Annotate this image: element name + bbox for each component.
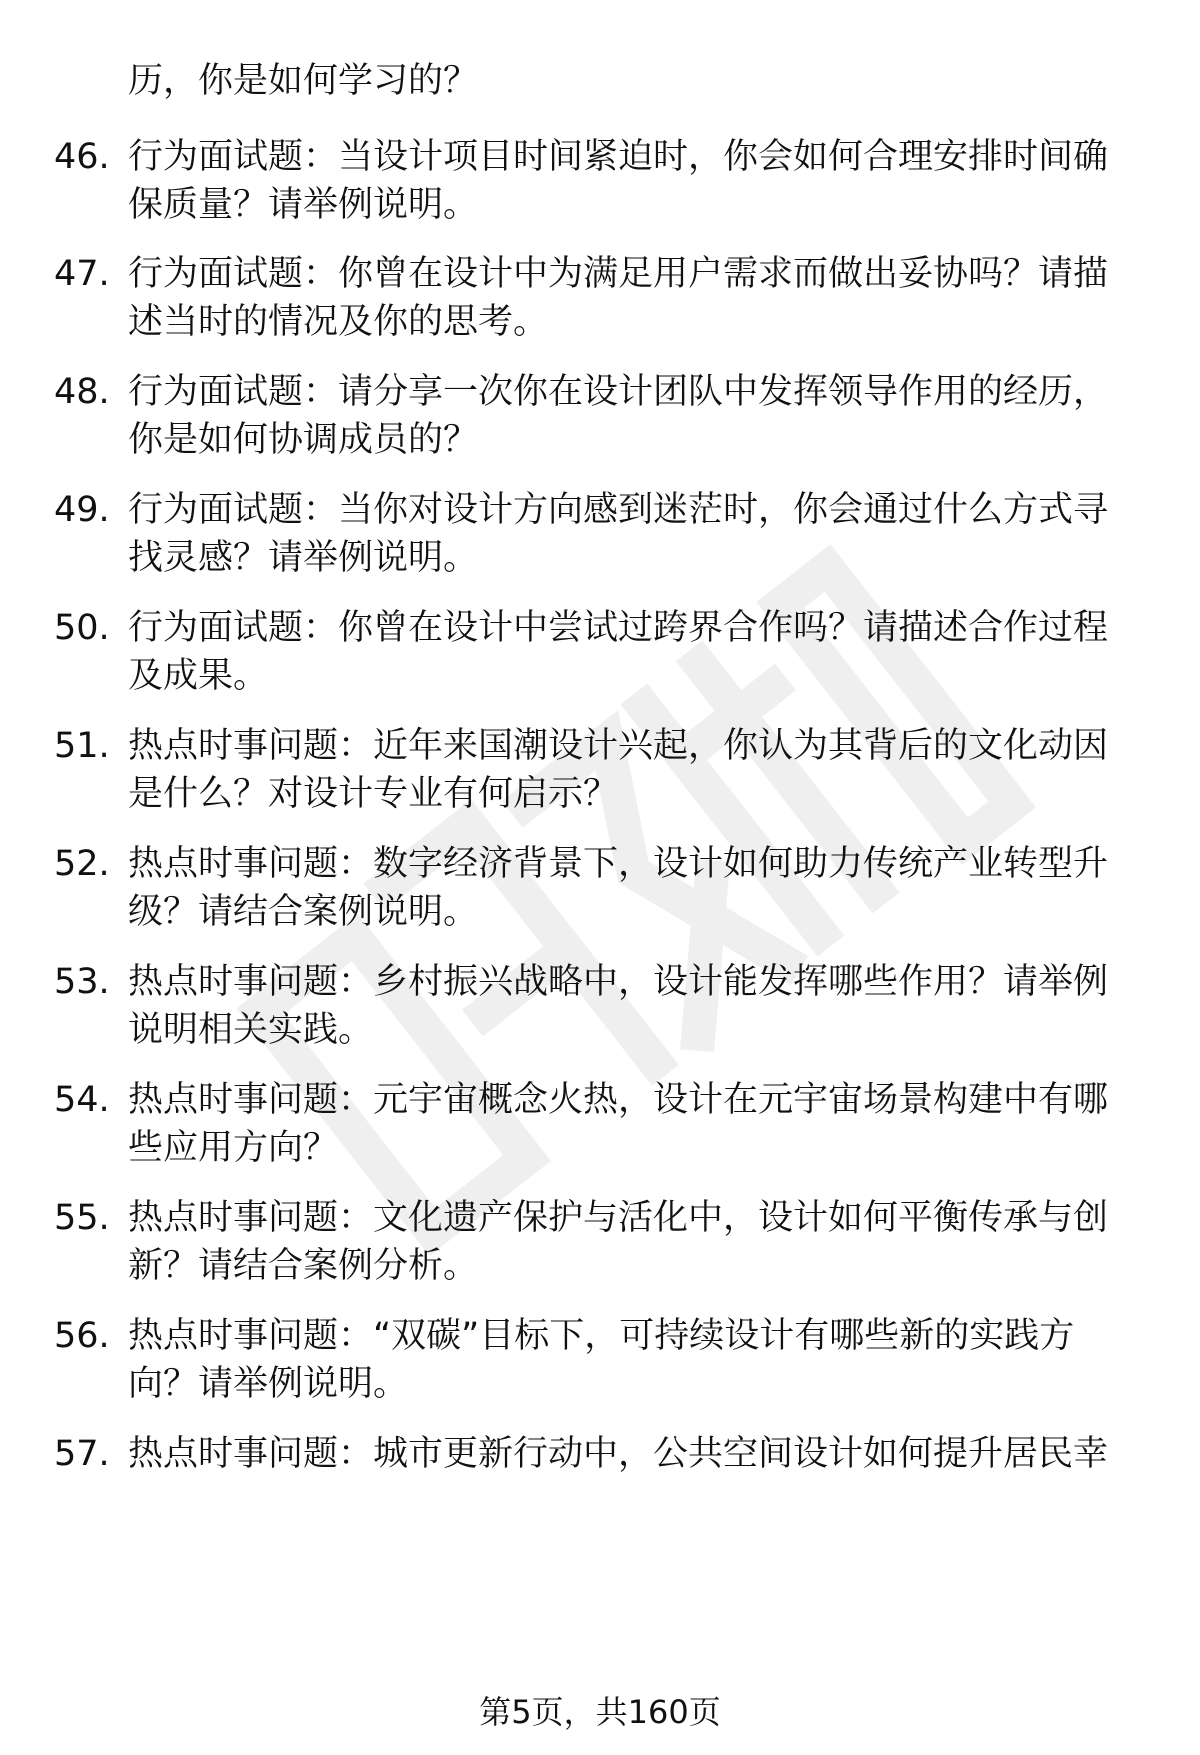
list-item bbox=[0, 1193, 1200, 1293]
question-number: 54. bbox=[54, 1080, 110, 1120]
list-item bbox=[0, 957, 1200, 1057]
question-text-line: 述当时的情况及你的思考。 bbox=[128, 302, 549, 342]
list-item bbox=[0, 367, 1200, 467]
question-text-line: 行为面试题：你曾在设计中尝试过跨界合作吗？请描述合作过程 bbox=[128, 608, 1109, 648]
question-number: 47. bbox=[54, 254, 110, 294]
question-text-line: 及成果。 bbox=[128, 656, 269, 696]
list-item bbox=[0, 132, 1200, 232]
list-item bbox=[0, 721, 1200, 821]
list-item bbox=[0, 249, 1200, 349]
question-number: 49. bbox=[54, 490, 110, 530]
question-number: 50. bbox=[54, 608, 110, 648]
question-text-line: 行为面试题：当你对设计方向感到迷茫时，你会通过什么方式寻 bbox=[128, 490, 1109, 530]
question-text-line: 保质量？请举例说明。 bbox=[128, 185, 479, 225]
question-text-line: 行为面试题：当设计项目时间紧迫时，你会如何合理安排时间确 bbox=[128, 137, 1109, 177]
question-text-line: 热点时事问题：近年来国潮设计兴起，你认为其背后的文化动因 bbox=[128, 726, 1109, 766]
question-text-line: 向？请举例说明。 bbox=[128, 1364, 409, 1404]
question-number: 52. bbox=[54, 844, 110, 884]
question-text-line: 说明相关实践。 bbox=[128, 1010, 374, 1050]
question-text-line: 你是如何协调成员的？ bbox=[128, 420, 479, 460]
list-item bbox=[0, 1075, 1200, 1175]
question-text-line: 热点时事问题：乡村振兴战略中，设计能发挥哪些作用？请举例 bbox=[128, 962, 1109, 1002]
question-number: 57. bbox=[54, 1434, 110, 1474]
continuation-text: 历，你是如何学习的？ bbox=[128, 61, 479, 101]
list-item bbox=[0, 485, 1200, 585]
page-footer: 第5页，共160页 bbox=[479, 1693, 721, 1731]
question-number: 55. bbox=[54, 1198, 110, 1238]
question-text-line: 热点时事问题：“双碳”目标下，可持续设计有哪些新的实践方 bbox=[128, 1316, 1075, 1356]
list-item bbox=[0, 603, 1200, 703]
question-number: 53. bbox=[54, 962, 110, 1002]
question-number: 51. bbox=[54, 726, 110, 766]
question-number: 48. bbox=[54, 372, 110, 412]
question-text-line: 行为面试题：你曾在设计中为满足用户需求而做出妥协吗？请描 bbox=[128, 254, 1109, 294]
question-text-line: 新？请结合案例分析。 bbox=[128, 1246, 479, 1286]
question-text-line: 是什么？对设计专业有何启示？ bbox=[128, 774, 619, 814]
question-text-line: 级？请结合案例说明。 bbox=[128, 892, 479, 932]
list-item bbox=[0, 839, 1200, 939]
list-item bbox=[0, 1429, 1200, 1529]
question-number: 56. bbox=[54, 1316, 110, 1356]
question-text-line: 热点时事问题：文化遗产保护与活化中，设计如何平衡传承与创 bbox=[128, 1198, 1109, 1238]
question-text-line: 热点时事问题：城市更新行动中，公共空间设计如何提升居民幸 bbox=[128, 1434, 1109, 1474]
list-item bbox=[0, 1311, 1200, 1411]
question-text-line: 热点时事问题：元宇宙概念火热，设计在元宇宙场景构建中有哪 bbox=[128, 1080, 1109, 1120]
question-text-line: 找灵感？请举例说明。 bbox=[128, 538, 479, 578]
question-text-line: 行为面试题：请分享一次你在设计团队中发挥领导作用的经历， bbox=[128, 372, 1109, 412]
question-text-line: 热点时事问题：数字经济背景下，设计如何助力传统产业转型升 bbox=[128, 844, 1109, 884]
question-number: 46. bbox=[54, 137, 110, 177]
question-text-line: 些应用方向？ bbox=[128, 1128, 339, 1168]
